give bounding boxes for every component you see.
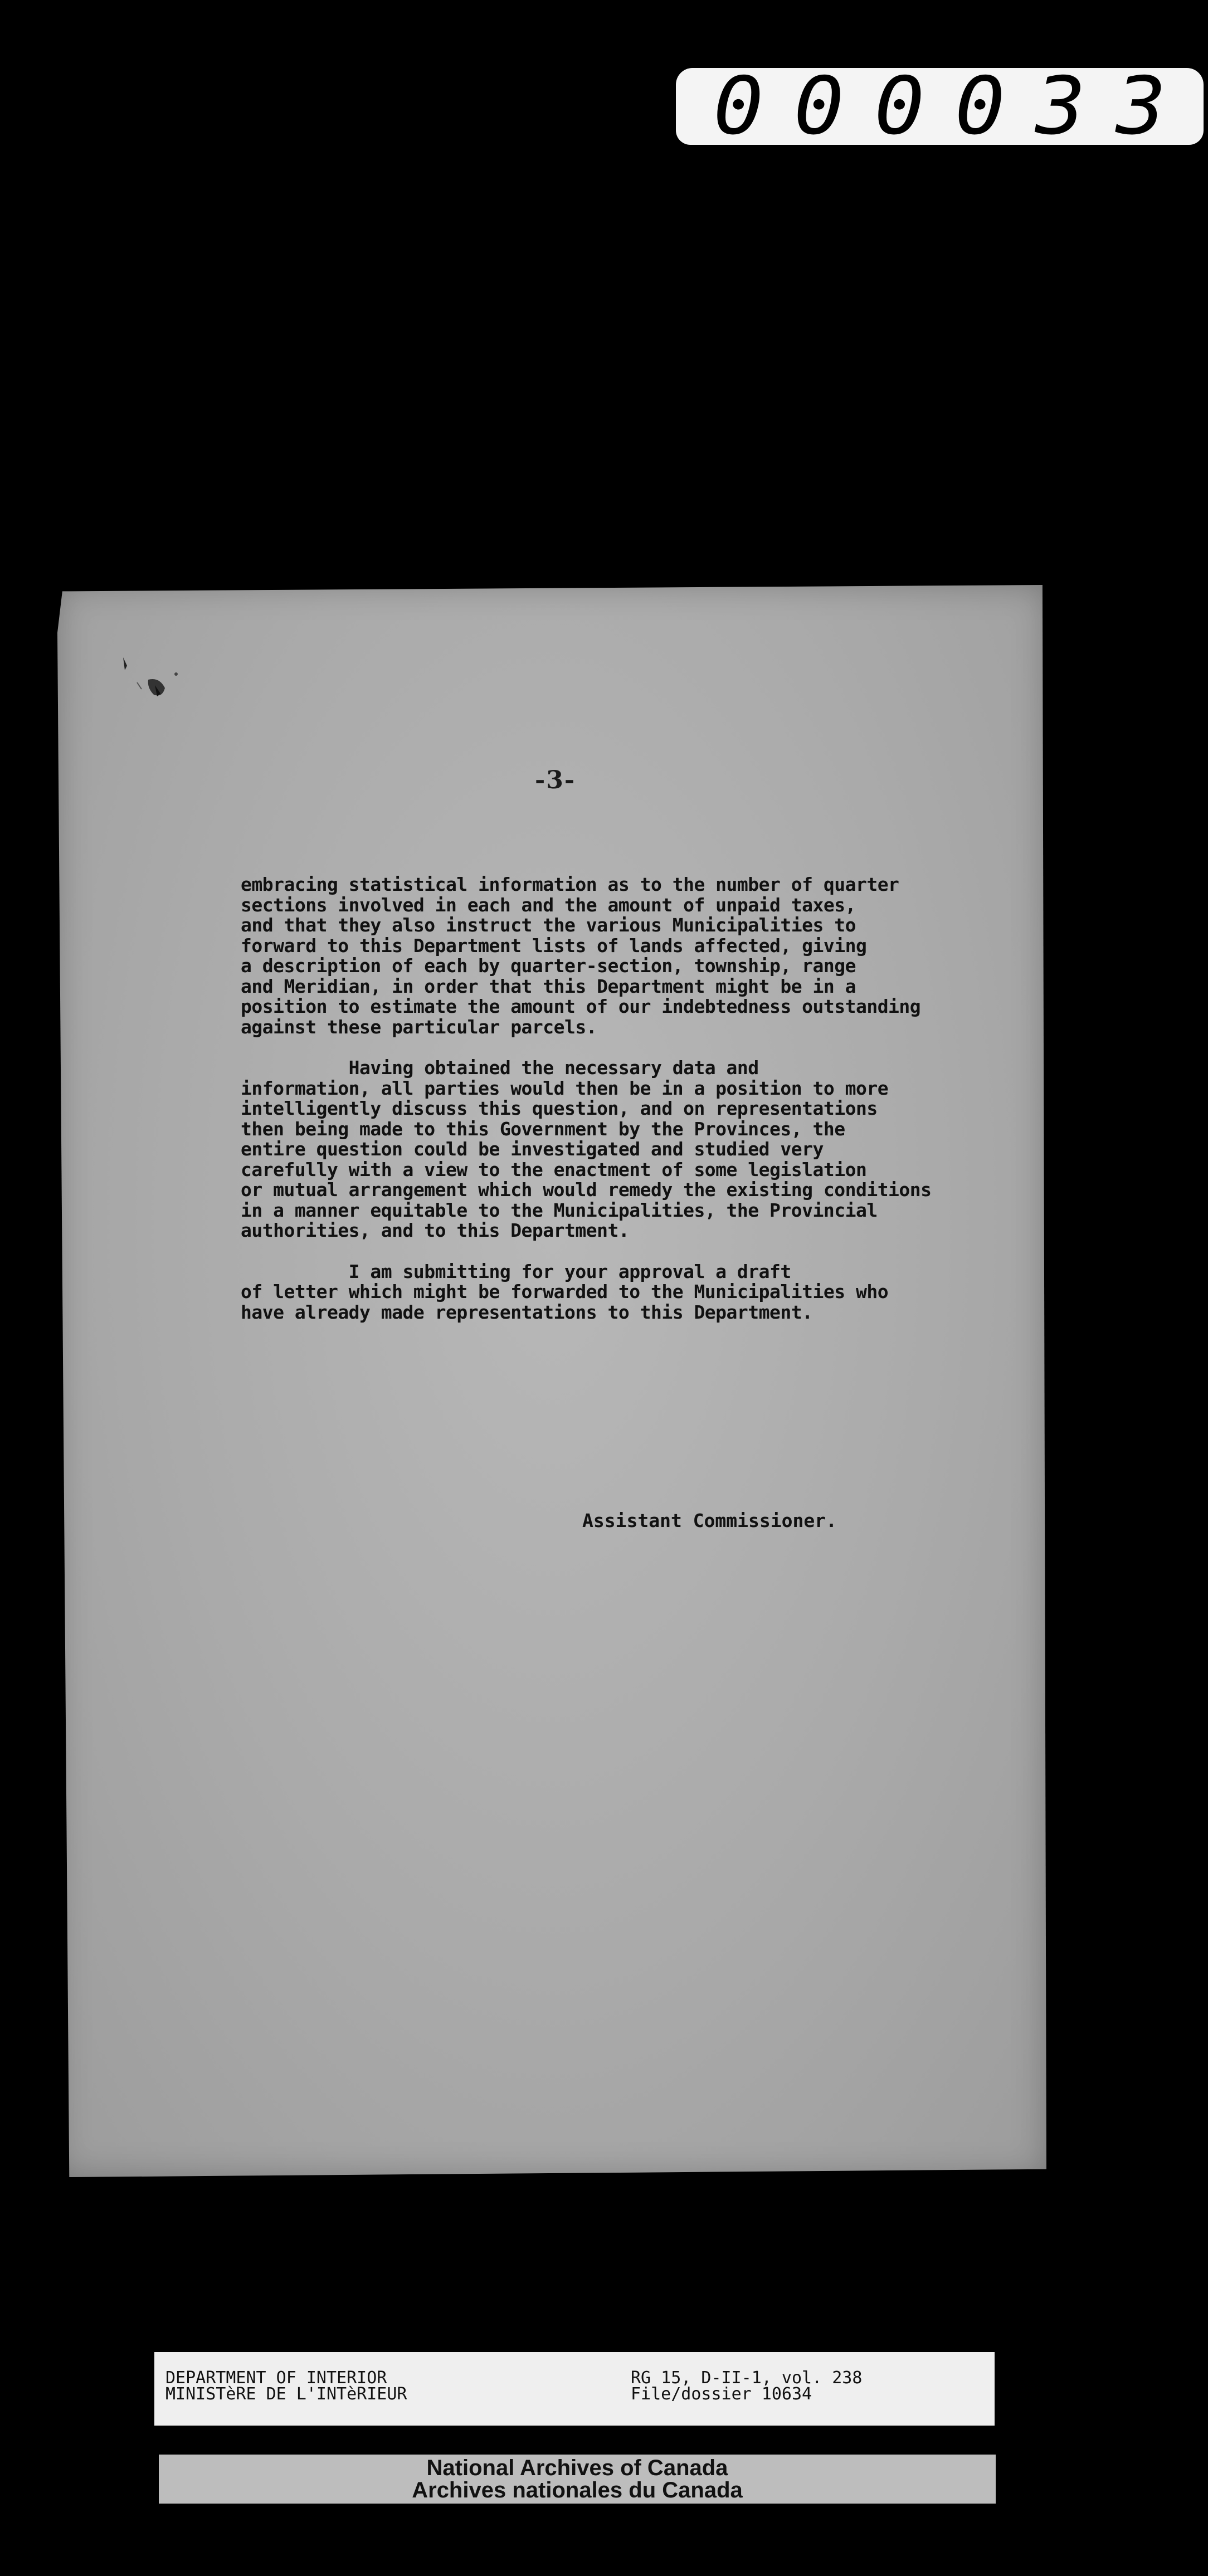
record-group: RG 15, D-II-1, vol. 238 — [631, 2368, 863, 2388]
department-line-fr: MINISTèRE DE L'INTèRIEUR — [165, 2384, 407, 2404]
document-page — [57, 585, 1046, 2177]
file-number: File/dossier 10634 — [631, 2384, 812, 2404]
frame-number-stamp — [676, 60, 1204, 153]
ink-smudge-icon — [120, 655, 198, 727]
letter-body — [241, 875, 1032, 1343]
paragraph: Having obtained the necessary data and information, all parties would then be in a position to more intelligently discuss this question, and on representations then being made to this Government by the Provinces, the entire question could be investigated and studied very carefully with a view to the enactment of some legislation or mutual arrangement which would remedy the existing conditions in a manner equitable to the Municipalities, the Provincial authorities, and to this Department. — [241, 1057, 932, 1241]
department-name — [165, 2370, 407, 2402]
frame-digit: 0 — [874, 60, 925, 153]
archives-banner — [159, 2455, 996, 2504]
frame-digit: 3 — [1116, 60, 1166, 153]
department-line-en: DEPARTMENT OF INTERIOR — [165, 2368, 387, 2388]
frame-digit: 0 — [713, 60, 764, 153]
signature-title: Assistant Commissioner. — [582, 1510, 837, 1531]
page-number: -3- — [535, 766, 576, 794]
paragraph: embracing statistical information as to the number of quarter sections involved in each and the amount of unpaid taxes, and that they also instruct the various Municipalities to forward to this Department lists of lands affected, giving a description of each by quarter-section, township, range and Meridian, in order that this Department might be in a position to estimate the amount of our indebtedness outstanding against these particular parcels. — [241, 874, 921, 1038]
archive-reference-label — [154, 2352, 995, 2426]
paragraph: I am submitting for your approval a draft of letter which might be forwarded to the Municipalities who have already made representations to this Department. — [241, 1260, 889, 1323]
file-reference — [631, 2370, 862, 2402]
frame-digit: 0 — [954, 60, 1005, 153]
archives-name-fr: Archives nationales du Canada — [412, 2478, 743, 2502]
frame-digit: 3 — [1035, 60, 1086, 153]
frame-digit: 0 — [793, 60, 844, 153]
archives-name-en: National Archives of Canada — [426, 2456, 728, 2480]
